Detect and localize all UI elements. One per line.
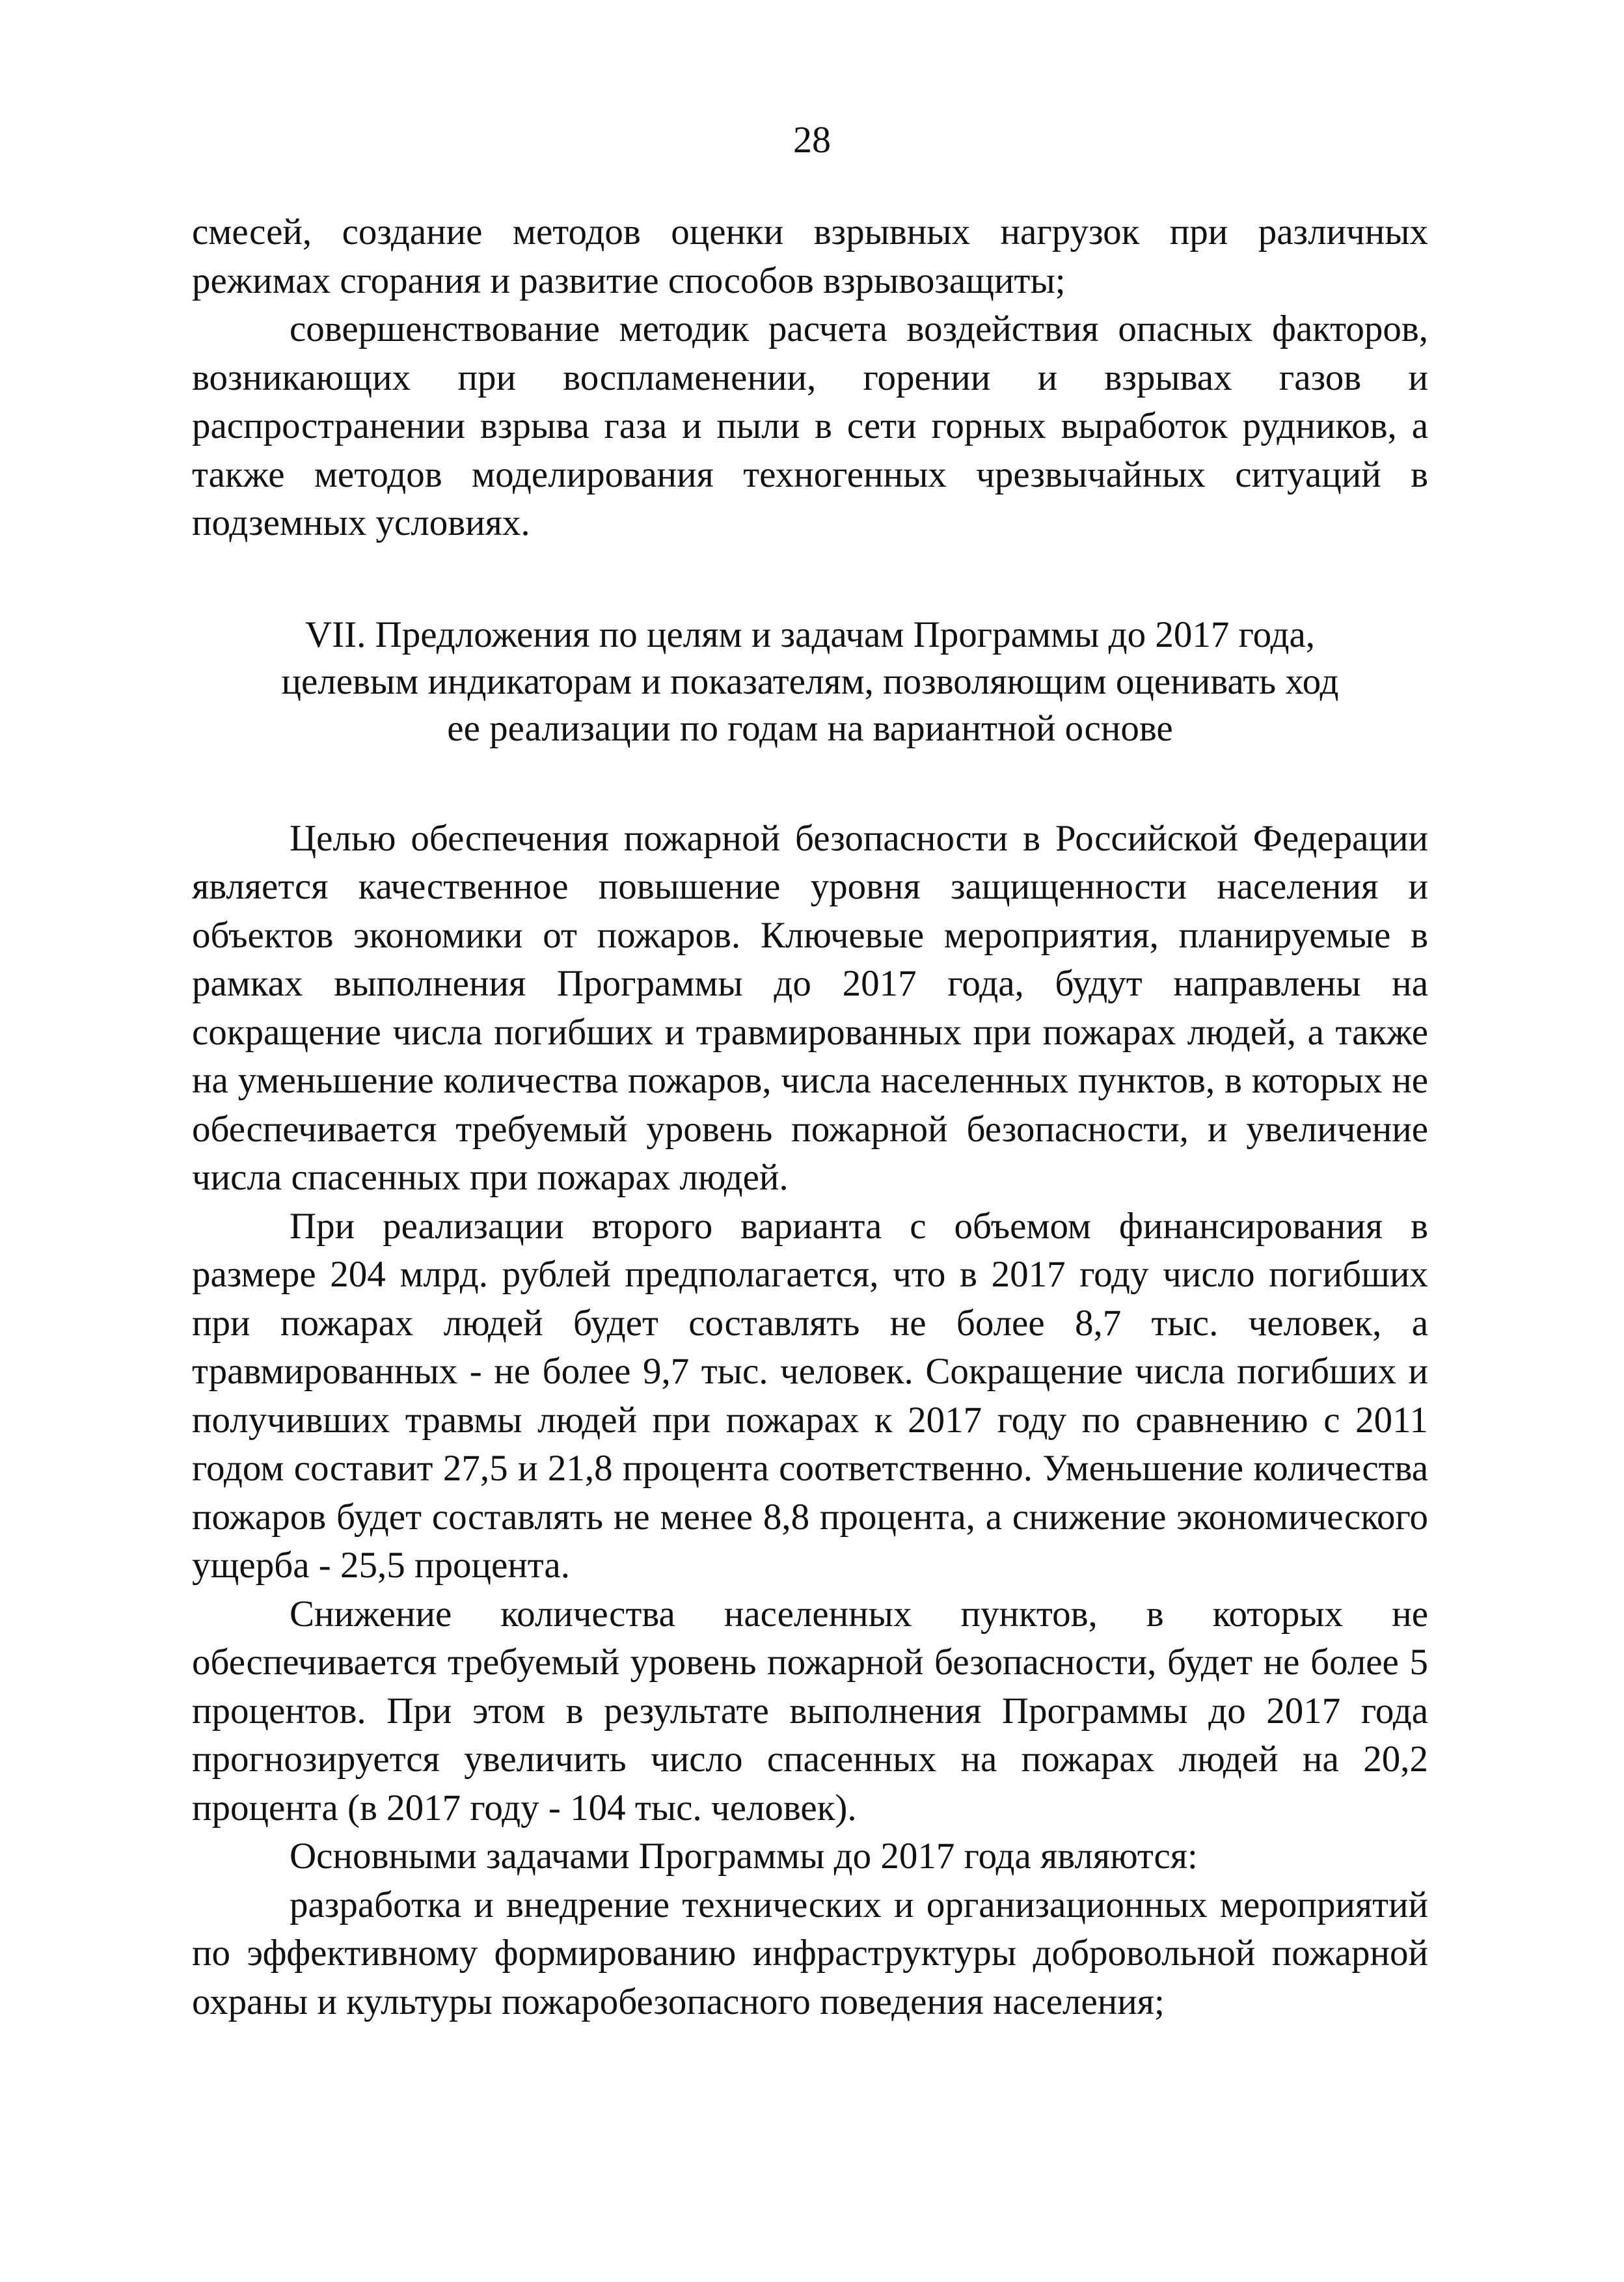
section-heading-line: VII. Предложения по целям и задачам Программы до 2017 года,	[304, 614, 1316, 655]
section-heading-line: целевым индикаторам и показателям, позволяющим оценивать ход	[281, 660, 1339, 702]
paragraph-goal: Целью обеспечения пожарной безопасности в Российской Федерации является качественное повышение уровня защищенности населения и объектов экономики от пожаров. Ключевые мероприятия, планируемые в рамках выполнения Программы до 2017 года, будут направлены на сокращение числа погибших и травмированных при пожарах людей, а также на уменьшение количества пожаров, числа населенных пунктов, в которых не обеспечивается требуемый уровень пожарной безопасности, и увеличение числа спасенных при пожарах людей.	[192, 817, 1428, 1198]
paragraph-main-tasks: Основными задачами Программы до 2017 года являются:	[290, 1836, 1198, 1877]
paragraph-settlements: Снижение количества населенных пунктов, в которых не обеспечивается требуемый уровень пожарной безопасности, будет не более 5 процентов. При этом в результате выполнения Программы до 2017 года прогнозируется увеличить число спасенных на пожарах людей на 20,2 процента (в 2017 году - 104 тыс. человек).	[192, 1593, 1428, 1828]
paragraph-continuation: смесей, создание методов оценки взрывных нагрузок при различных режимах сгорания и развитие способов взрывозащиты;	[192, 211, 1428, 301]
section-heading-line: ее реализации по годам на вариантной основе	[447, 707, 1173, 749]
section-heading	[192, 612, 1428, 752]
page-content	[192, 208, 1428, 2026]
paragraph-second-variant: При реализации второго варианта с объемом финансирования в размере 204 млрд. рублей предполагается, что в 2017 году число погибших при пожарах людей будет составлять не более 8,7 тыс. человек, а травмированных - не более 9,7 тыс. человек. Сокращение числа погибших и получивших травмы людей при пожарах к 2017 году по сравнению с 2011 годом составит 27,5 и 21,8 процента соответственно. Уменьшение количества пожаров будет составлять не менее 8,8 процента, а снижение экономического ущерба - 25,5 процента.	[192, 1205, 1428, 1586]
page-number: 28	[793, 118, 831, 161]
paragraph-task-item: разработка и внедрение технических и организационных мероприятий по эффективному формированию инфраструктуры добровольной пожарной охраны и культуры пожаробезопасного поведения населения;	[192, 1884, 1428, 2022]
paragraph-methods: совершенствование методик расчета воздействия опасных факторов, возникающих при воспламенении, горении и взрывах газов и распространении взрыва газа и пыли в сети горных выработок рудников, а также методов моделирования техногенных чрезвычайных ситуаций в подземных условиях.	[192, 308, 1428, 543]
